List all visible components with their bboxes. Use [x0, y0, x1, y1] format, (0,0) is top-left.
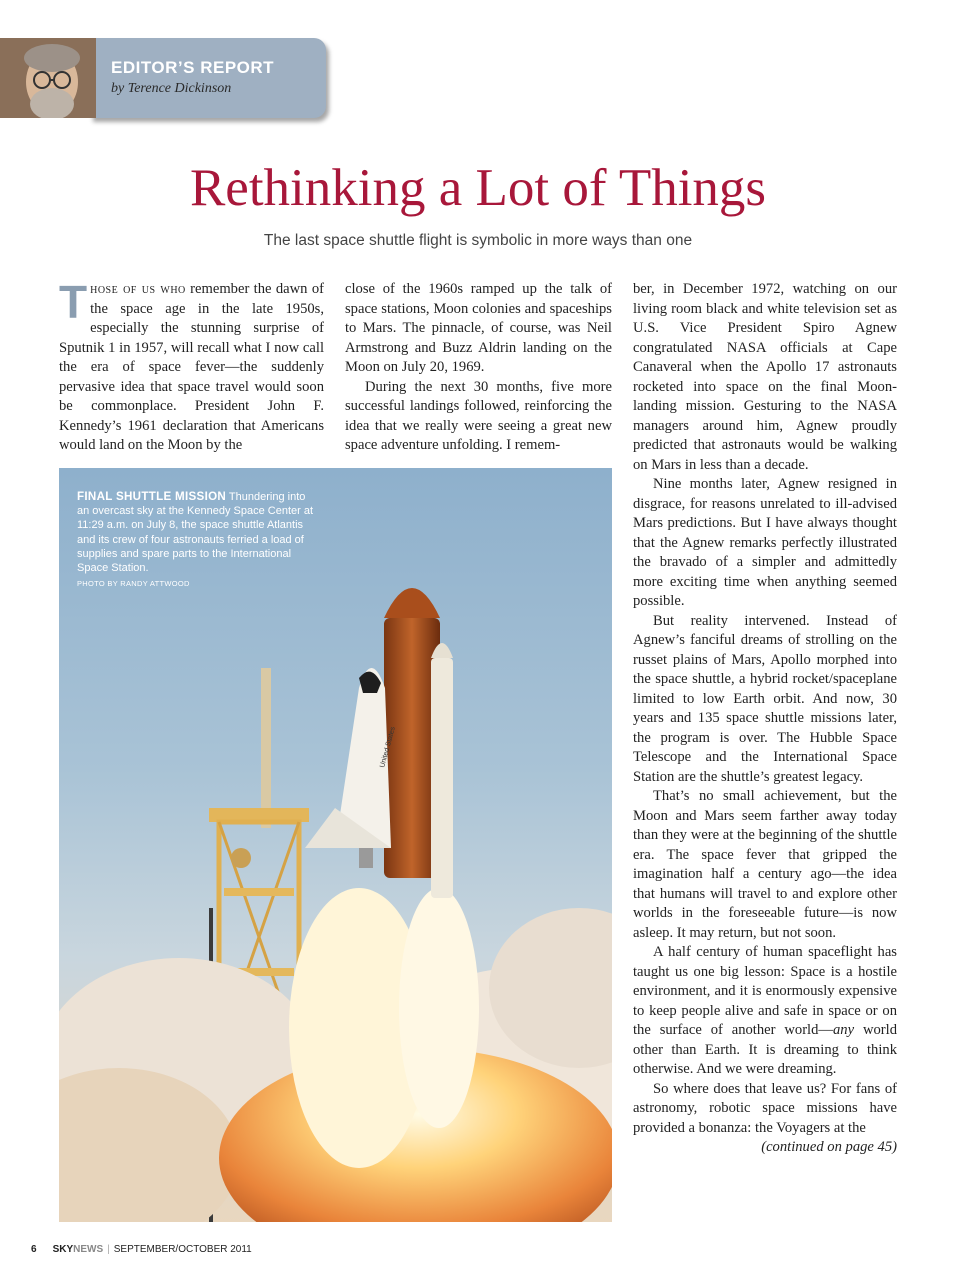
footer-separator: | — [107, 1244, 110, 1255]
article-paragraph — [633, 943, 897, 1080]
page-footer — [31, 1244, 252, 1255]
drop-cap: T — [59, 276, 88, 328]
article-paragraph: That’s no small achievement, but the Moon and Mars seem farther away today than they were at the beginning of the shuttle era. The space fever that gripped the imagination half a century ago—the idea that humans will travel to and explore other worlds in the foreseeable future—is now asleep. It may return, but not soon. — [633, 788, 897, 941]
page-title: Rethinking a Lot of Things — [189, 159, 767, 217]
article-paragraph: ber, in December 1972, watching on our living room black and white television set as U.S. Vice President Spiro Agnew congratulated NASA officials at Cape Canaveral when the Apollo 17 astronauts rocketed into space on the final Moon-landing mission. Gesturing to the NASA managers around him, Agnew proudly predicted that astronauts would be walking on Mars in less than a decade. — [633, 281, 897, 473]
author-portrait-illustration — [0, 38, 96, 118]
caption-title: FINAL SHUTTLE MISSION — [77, 490, 227, 503]
article-paragraph — [59, 276, 324, 456]
paragraph-text: A half century of human spaceflight has taught us one big lesson: Space is a hostile environment, and it is enormously expensive to keep people alive and safe in space or on the surface of another world— — [633, 944, 897, 1038]
author-byline: by Terence Dickinson — [111, 81, 232, 96]
photo-credit: PHOTO BY RANDY ATTWOOD — [77, 579, 190, 589]
lead-in: hose of us who — [90, 281, 186, 297]
paragraph-text: world other than Earth. It is dreaming to think otherwise. And we were dreaming. — [633, 1022, 897, 1077]
article-column-1 — [59, 276, 324, 456]
paragraph-text: remember the dawn of the space age in the late 1950s, especially the stunning surprise of Sputnik 1 in 1957, will recall what I now call the era of space fever—the suddenly pervasive idea that space travel would soon be commonplace. President John F. Kennedy’s 1961 declaration that Americans would land on the Moon by the — [59, 281, 324, 453]
editors-report-badge — [0, 38, 326, 120]
magazine-name-sky: SKY — [52, 1244, 74, 1255]
article-paragraph: Nine months later, Agnew resigned in disgrace, for reasons unrelated to ill-advised Mars predictions. But I have always thought that the Agnew remarks perfectly illustrated the bravado of a simpler and admittedly more exciting time when anything seemed possible. — [633, 476, 897, 609]
article-paragraph: close of the 1960s ramped up the talk of space stations, Moon colonies and spaceships to Mars. The pinnacle, of course, was Neil Armstrong and Buzz Aldrin landing on the Moon on July 20, 1969. — [345, 281, 612, 375]
author-portrait — [0, 38, 96, 118]
magazine-name-news: NEWS — [73, 1244, 104, 1255]
caption-text: Thundering into an overcast sky at the Kennedy Space Center at 11:29 a.m. on July 8, the space shuttle Atlantis and its crew of four astronauts ferried a load of supplies and spare parts to the International Space Station. — [77, 491, 314, 575]
shuttle-launch-photo — [59, 468, 612, 1222]
section-title: EDITOR’S REPORT — [111, 58, 275, 77]
issue-date: SEPTEMBER/OCTOBER 2011 — [113, 1244, 252, 1255]
article-column-3 — [633, 280, 897, 1158]
article-paragraph: During the next 30 months, five more successful landings followed, reinforcing the idea that we really were seeing a great new space adventure unfolding. I remem- — [345, 378, 612, 453]
badge-background — [90, 38, 326, 118]
article-paragraph: But reality intervened. Instead of Agnew’s fanciful dreams of strolling on the russet plains of Mars, Apollo morphed into the space shuttle, a hybrid rocket/spaceplane limited to low Earth orbit. And now, 30 years and 135 space shuttle missions later, the program is over. The Hubble Space Telescope and the International Space Station are the shuttle’s greatest legacy. — [633, 612, 897, 785]
article-column-2 — [345, 280, 612, 456]
emphasis: any — [833, 1022, 855, 1038]
continued-note: (continued on page 45) — [761, 1139, 897, 1155]
page-number: 6 — [31, 1244, 37, 1255]
photo-caption — [77, 490, 317, 591]
page-subtitle: The last space shuttle flight is symbolic in more ways than one — [263, 232, 693, 249]
article-paragraph: So where does that leave us? For fans of astronomy, robotic space missions have provided a bonanza: the Voyagers at the — [633, 1080, 897, 1136]
orbiter-label: United States — [379, 726, 397, 769]
